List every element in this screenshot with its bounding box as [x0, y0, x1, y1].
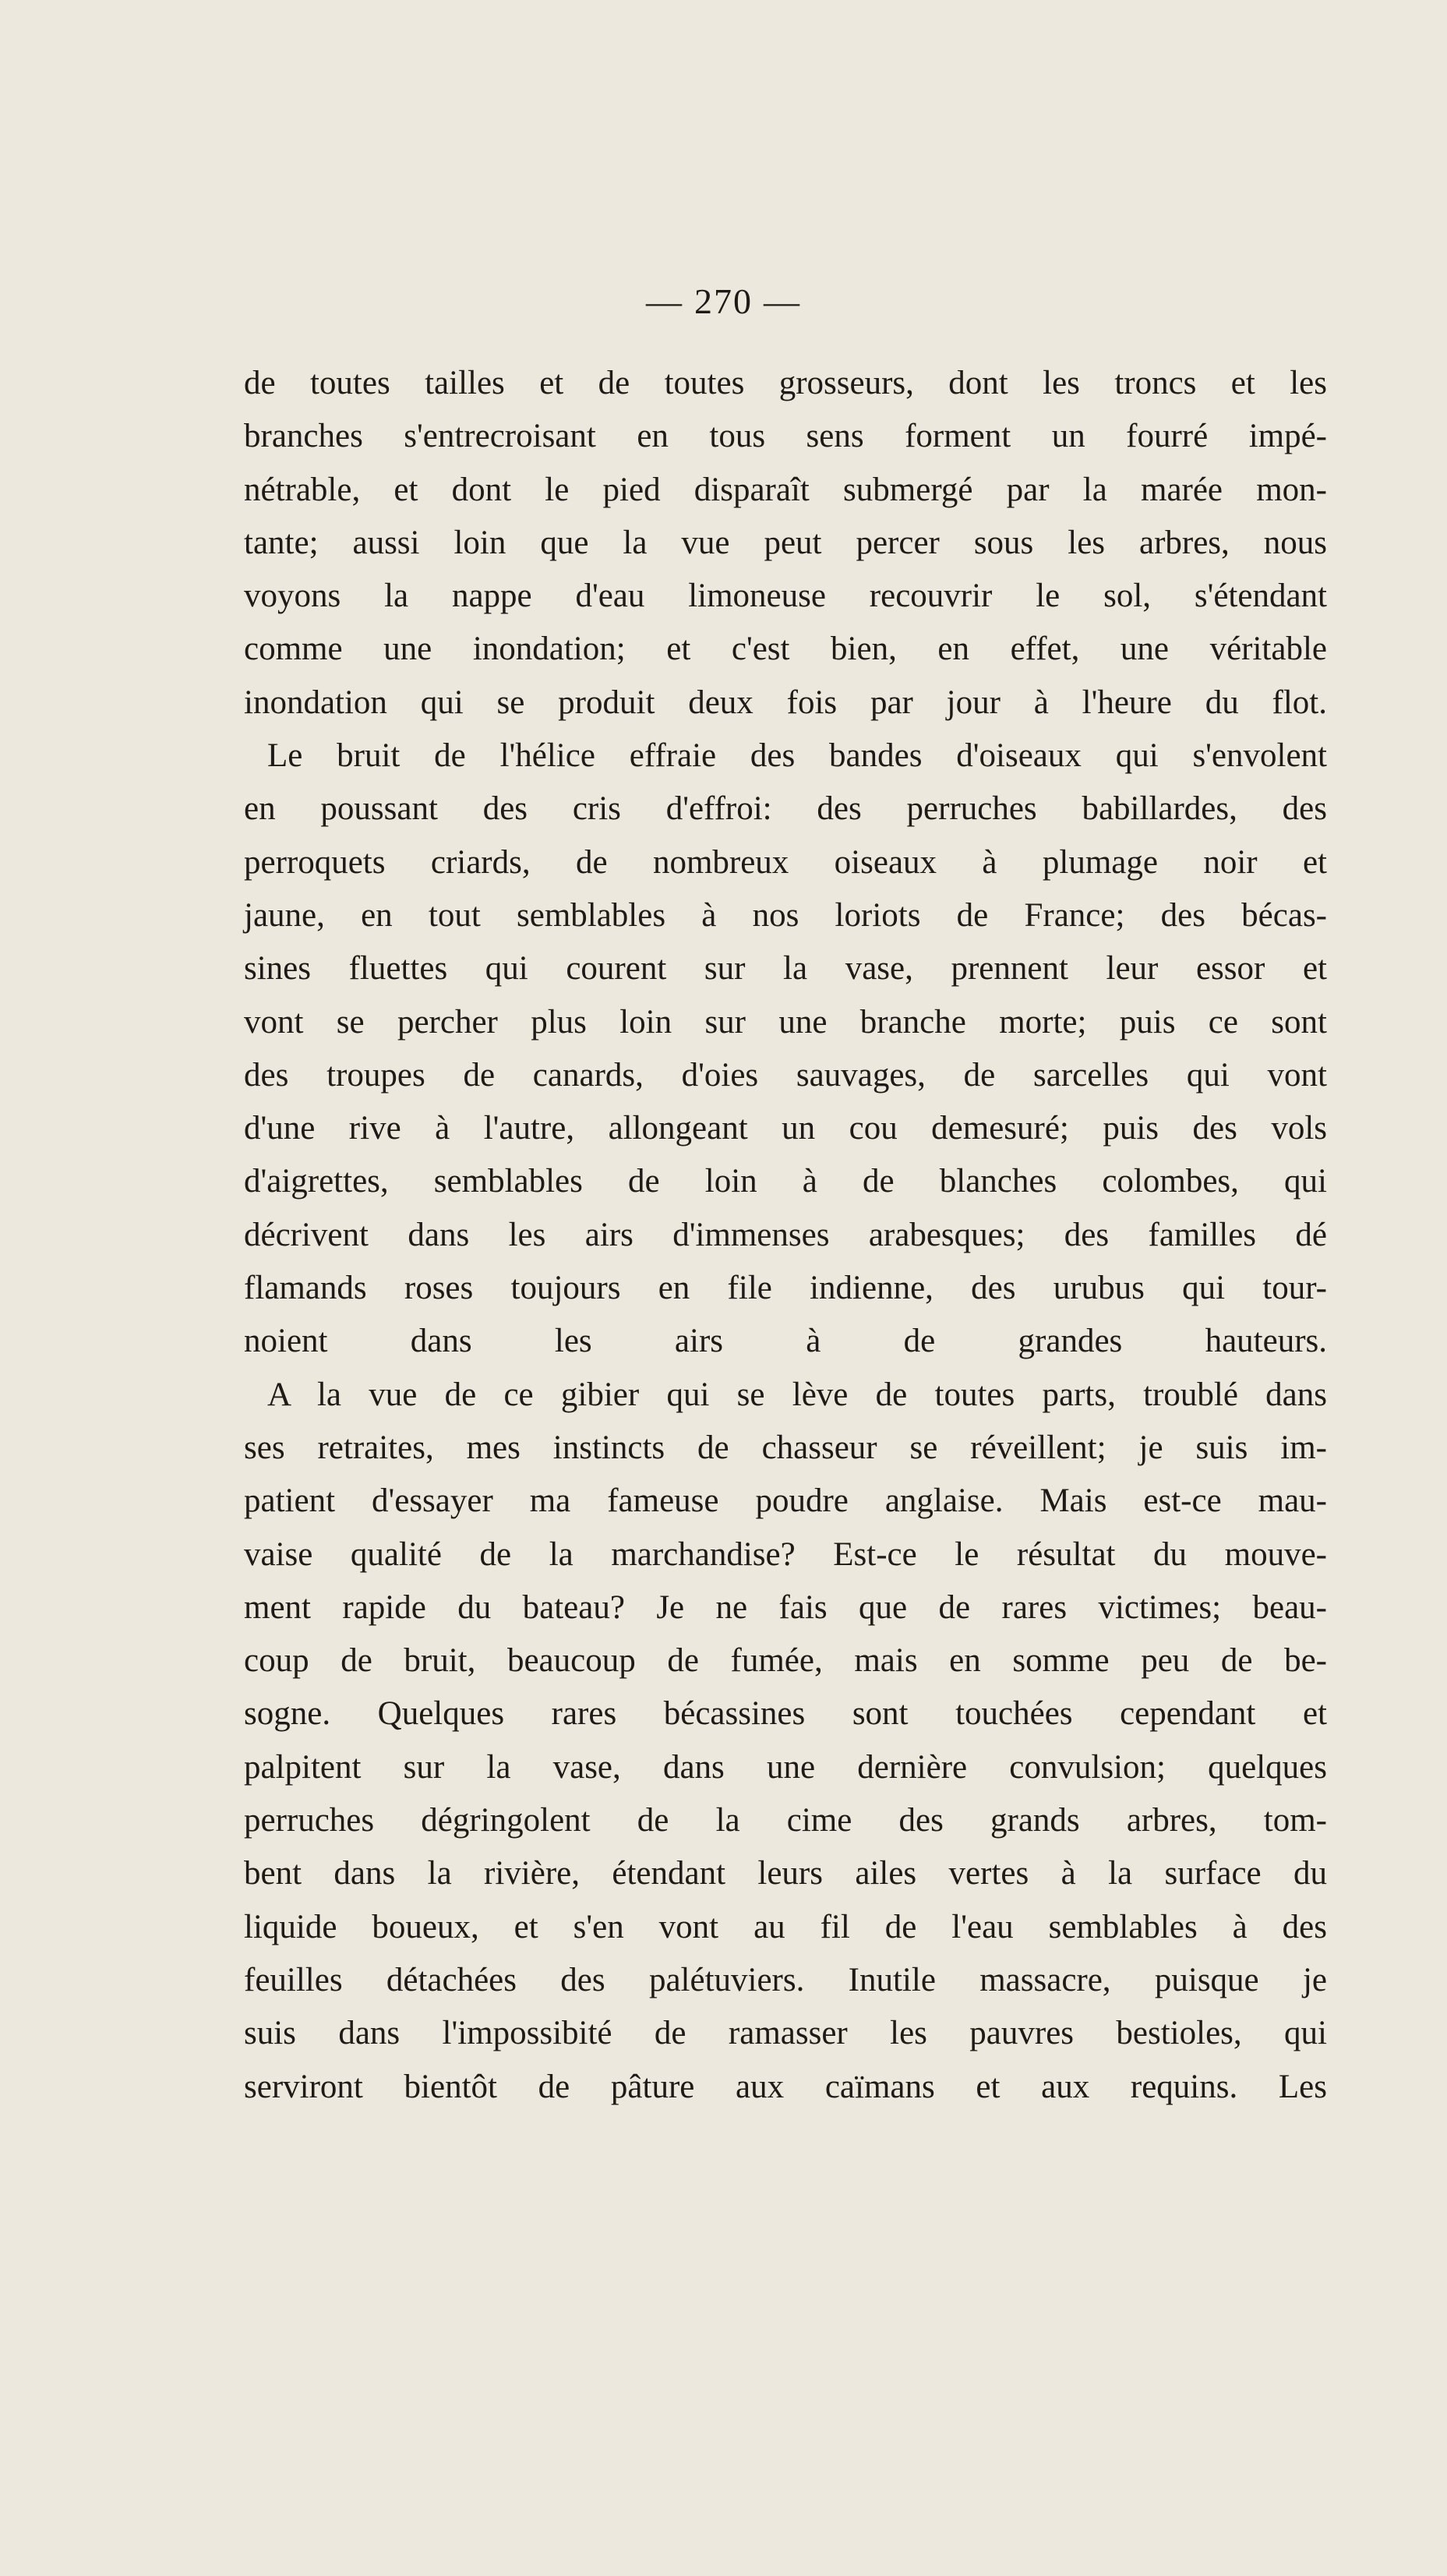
paragraph: [244, 357, 1327, 730]
text-line: palpitent sur la vase, dans une dernière convulsion; quelques: [244, 1748, 1327, 1786]
text-line: décrivent dans les airs d'immenses arabesques; des familles dé: [244, 1216, 1327, 1253]
text-line: Le bruit de l'hélice effraie des bandes d'oiseaux qui s'envolent: [267, 737, 1327, 775]
text-line: comme une inondation; et c'est bien, en effet, une véritable: [244, 631, 1327, 668]
dash-right: —: [764, 281, 801, 321]
page-number: 270: [694, 281, 753, 321]
text-line: liquide boueux, et s'en vont au fil de l'eau semblables à des: [244, 1908, 1327, 1945]
text-line: ment rapide du bateau? Je ne fais que de rares victimes; beau-: [244, 1588, 1327, 1626]
text-line: patient d'essayer ma fameuse poudre anglaise. Mais est-ce mau-: [244, 1482, 1327, 1520]
text-line: flamands roses toujours en file indienne, des urubus qui tour-: [244, 1270, 1327, 1307]
text-line: d'aigrettes, semblables de loin à de blanches colombes, qui: [244, 1163, 1327, 1200]
text-line: inondation qui se produit deux fois par jour à l'heure du flot.: [244, 684, 1327, 721]
dash-left: —: [646, 281, 683, 321]
paragraph: [244, 730, 1327, 1369]
text-line: bent dans la rivière, étendant leurs ailes vertes à la surface du: [244, 1855, 1327, 1892]
text-line: noient dans les airs à de grandes hauteurs.: [244, 1323, 1327, 1360]
text-line: feuilles détachées des palétuviers. Inutile massacre, puisque je: [244, 1961, 1327, 1998]
text-line: nétrable, et dont le pied disparaît submergé par la marée mon-: [244, 471, 1327, 508]
text-line: coup de bruit, beaucoup de fumée, mais en somme peu de be-: [244, 1642, 1327, 1680]
text-line: perruches dégringolent de la cime des grands arbres, tom-: [244, 1802, 1327, 1839]
text-line: ses retraites, mes instincts de chasseur se réveillent; je suis im-: [244, 1429, 1327, 1466]
body-text: [244, 357, 1327, 2114]
text-line: suis dans l'impossibité de ramasser les pauvres bestioles, qui: [244, 2015, 1327, 2052]
text-line: branches s'entrecroisant en tous sens forment un fourré impé-: [244, 418, 1327, 455]
text-line: jaune, en tout semblables à nos loriots de France; des bécas-: [244, 896, 1327, 934]
text-line: en poussant des cris d'effroi: des perruches babillardes, des: [244, 790, 1327, 828]
text-line: serviront bientôt de pâture aux caïmans et aux requins. Les: [244, 2068, 1327, 2105]
text-line: sines fluettes qui courent sur la vase, prennent leur essor et: [244, 950, 1327, 988]
text-line: de toutes tailles et de toutes grosseurs, dont les troncs et les: [244, 365, 1327, 401]
text-line: sogne. Quelques rares bécassines sont touchées cependant et: [244, 1695, 1327, 1733]
text-line: perroquets criards, de nombreux oiseaux à plumage noir et: [244, 843, 1327, 881]
text-line: tante; aussi loin que la vue peut percer sous les arbres, nous: [244, 524, 1327, 561]
text-line: d'une rive à l'autre, allongeant un cou demesuré; puis des vols: [244, 1110, 1327, 1147]
paragraph: [244, 1369, 1327, 2114]
text-line: vaise qualité de la marchandise? Est-ce le résultat du mouve-: [244, 1535, 1327, 1573]
text-line: A la vue de ce gibier qui se lève de toutes parts, troublé dans: [267, 1376, 1327, 1413]
page-number-header: [0, 281, 1447, 322]
text-line: vont se percher plus loin sur une branche morte; puis ce sont: [244, 1003, 1327, 1041]
text-line: voyons la nappe d'eau limoneuse recouvrir le sol, s'étendant: [244, 578, 1327, 615]
text-line: des troupes de canards, d'oies sauvages, de sarcelles qui vont: [244, 1056, 1327, 1094]
